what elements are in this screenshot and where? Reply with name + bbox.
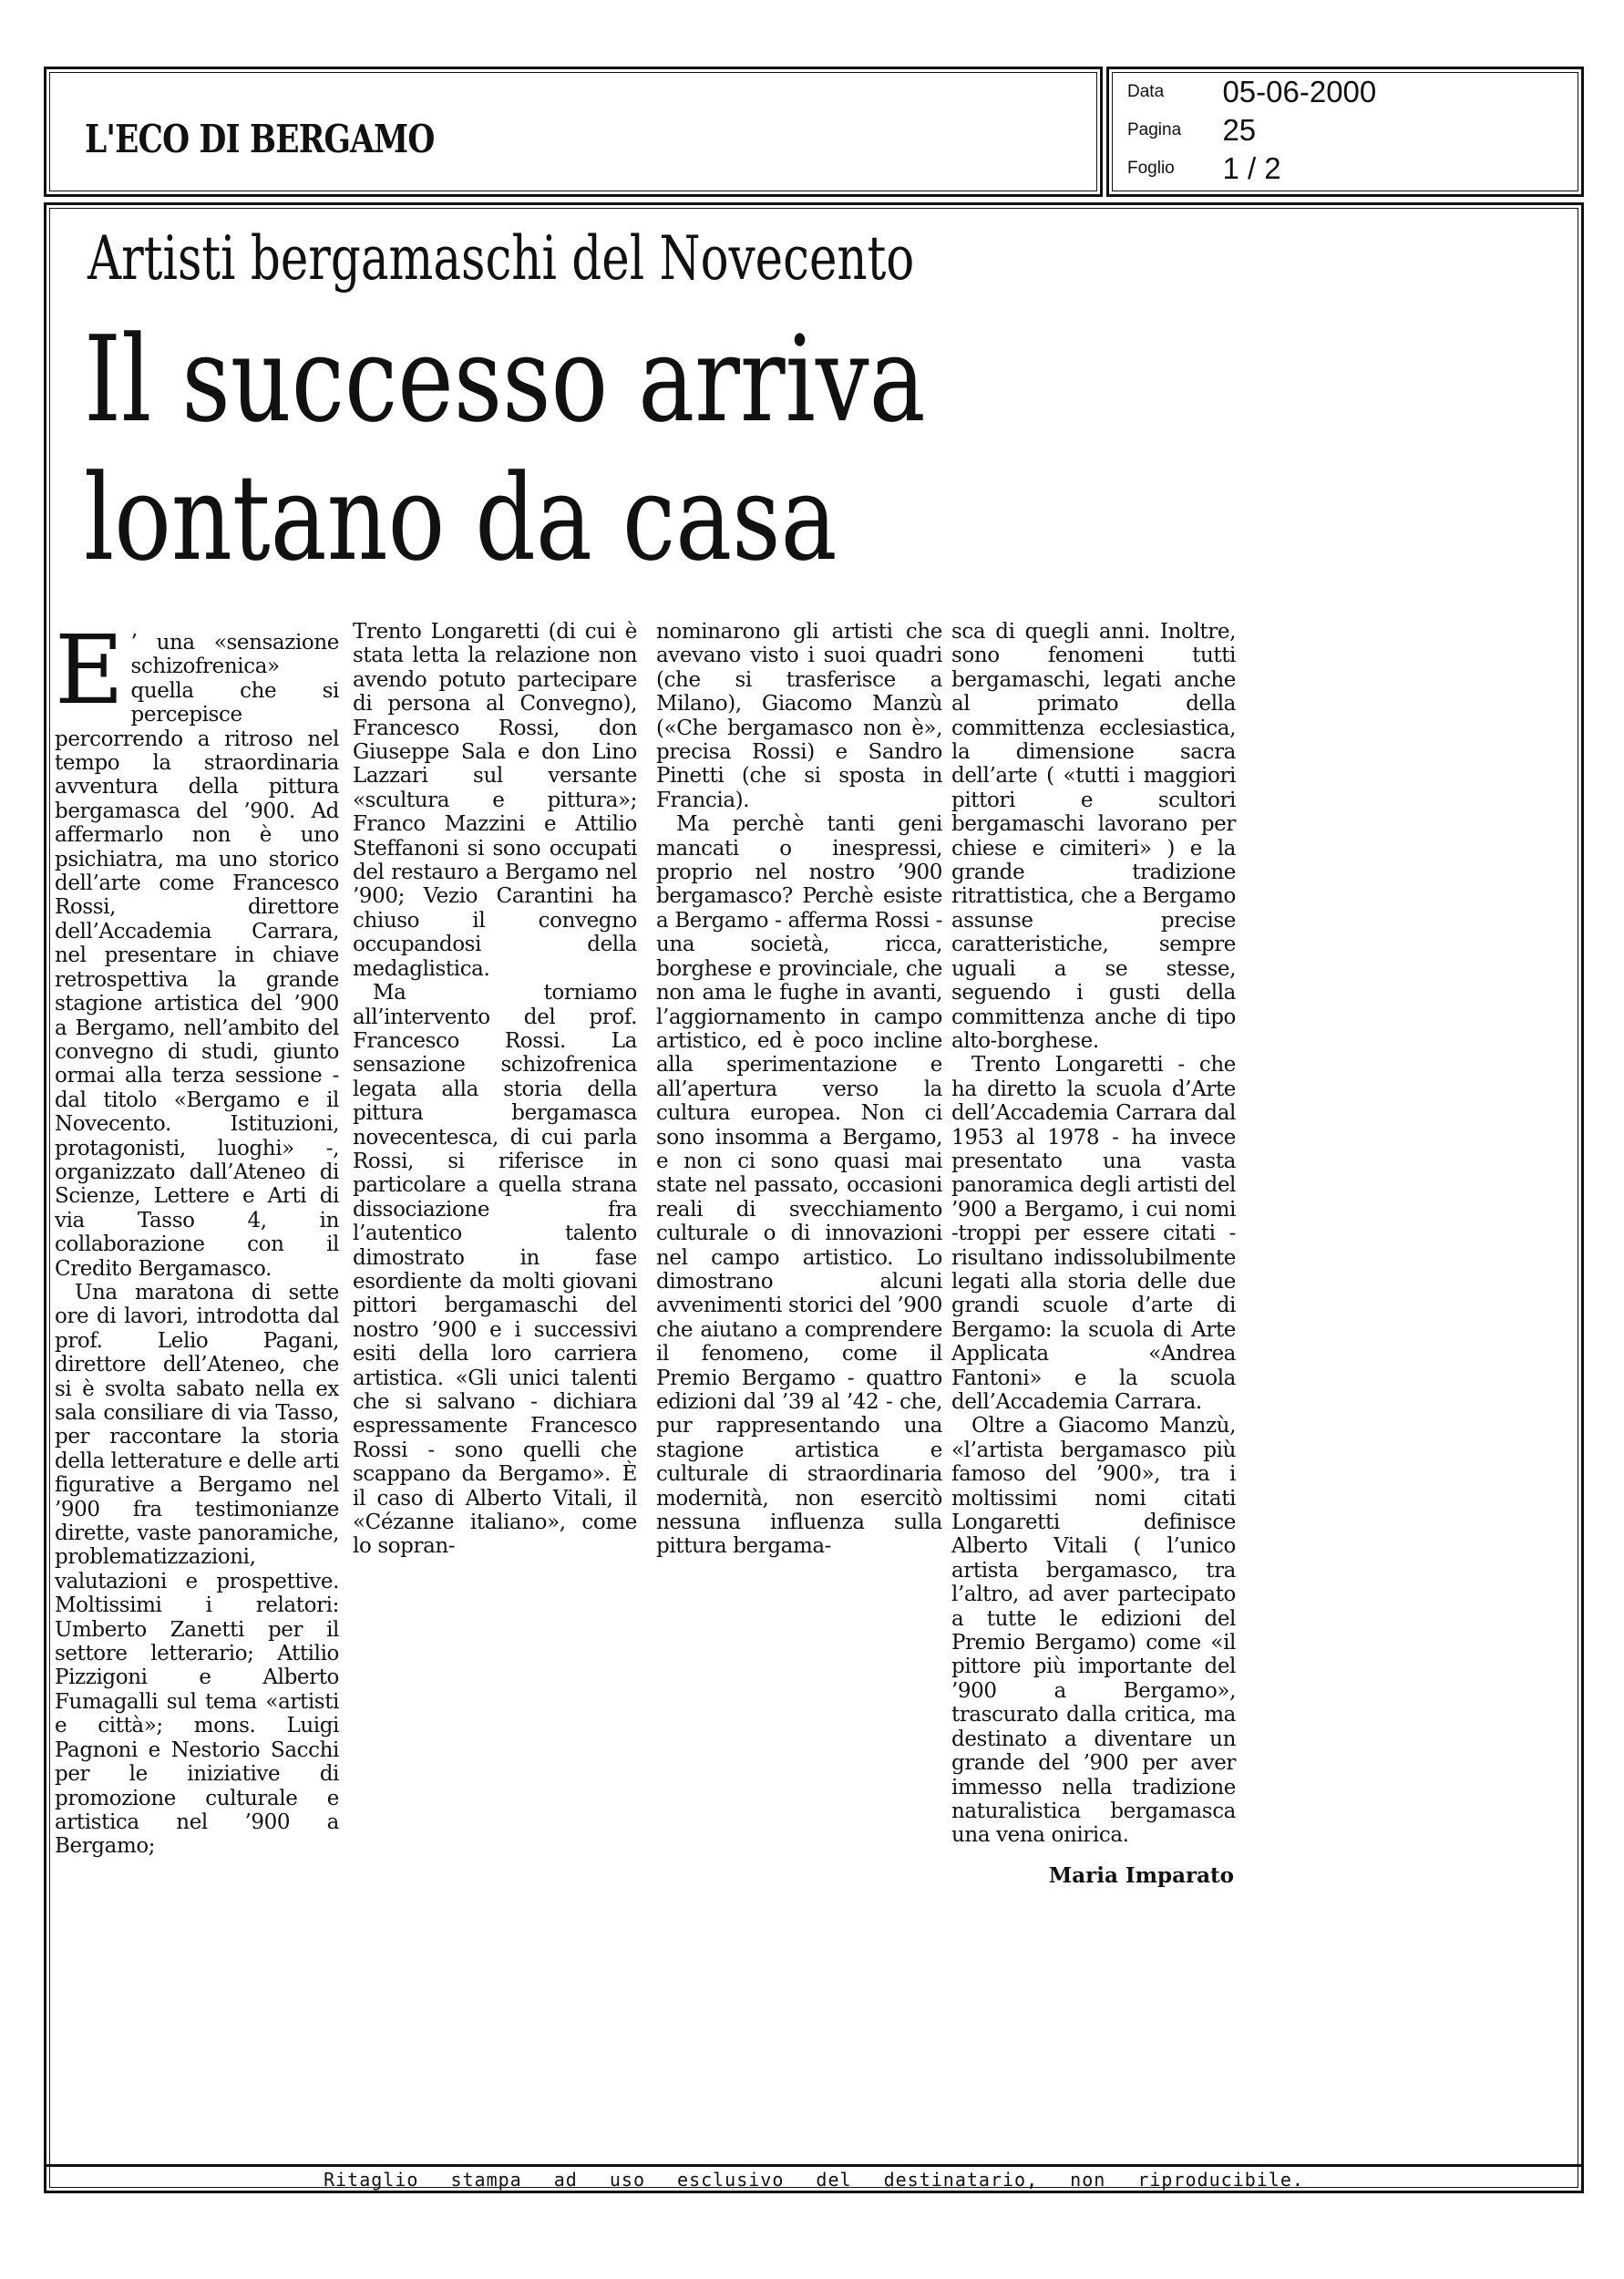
column-2-paragraph-2: Ma torniamo all’intervento del prof. Francesco Rossi. La sensazione schizofrenica legata alla storia della pittura bergamasca novecentesca, di cui parla Rossi, si riferisce in particolare a quella strana dissociazione fra l’autentico talento dimostrato in fase esordiente da molti giovani pittori bergamaschi del nostro ’900 e i successivi esiti della loro carriera artistica. «Gli unici talenti che si salvano - dichiara espressamente Francesco Rossi - sono quelli che scappano da Bergamo». È il caso di Alberto Vitali, il «Cézanne italiano», come lo sopran-: [353, 981, 637, 1559]
meta-sheet-row: [1127, 151, 1281, 186]
column-1-paragraph-2: Una maratona di sette ore di lavori, introdotta dal prof. Lelio Pagani, direttore dell’Ateneo, che si è svolta sabato nella ex sala consiliare di via Tasso, per raccontare la storia della letterature e delle arti figurative a Bergamo nel ’900 fra testimonianze dirette, vaste panoramiche, problematizzazioni, valutazioni e prospettive. Moltissimi i relatori: Umberto Zanetti per il settore letterario; Attilio Pizzigoni e Alberto Fumagalli sul tema «artisti e città»; mons. Luigi Pagnoni e Nestorio Sacchi per le iniziative di promozione culturale e artistica nel ’900 a Bergamo;: [55, 1280, 340, 1859]
headline-line-2: lontano da casa: [84, 449, 838, 587]
article-column-3: [656, 620, 942, 1559]
meta-sheet-value: 1 / 2: [1222, 151, 1281, 185]
column-4-paragraph-3: Oltre a Giacomo Manzù, «l’artista bergamasco più famoso del ’900», tra i moltissimi nomi citati Longaretti definisce Alberto Vitali ( l’unico artista bergamasco, tra l’altro, ad aver partecipato a tutte le edizioni del Premio Bergamo) come «il pittore più importante del ’900 a Bergamo», trascurato dalla critica, ma destinato a diventare un grande del ’900 per aver immesso nella tradizione naturalistica bergamasca una vena onirica.: [951, 1414, 1236, 1848]
meta-page-value: 25: [1222, 113, 1257, 147]
column-3-paragraph-2: Ma perchè tanti geni mancati o inespressi, proprio nel nostro ’900 bergamasco? Perchè esiste a Bergamo - afferma Rossi - una società, ricca, borghese e provinciale, che non ama le fughe in avanti, l’aggiornamento in campo artistico, ed è poco incline alla sperimentazione e all’apertura verso la cultura europea. Non ci sono insomma a Bergamo, e non ci sono quasi mai state nel passato, occasioni reali di svecchiamento culturale o di innovazioni nel campo artistico. Lo dimostrano alcuni avvenimenti storici del ’900 che aiutano a comprendere il fenomeno, come il Premio Bergamo - quattro edizioni dal ’39 al ’42 - che, pur rappresentando una stagione artistica e culturale di straordinaria modernità, non esercitò nessuna influenza sulla pittura bergama-: [656, 812, 942, 1559]
clipping-meta-box: [1106, 67, 1584, 197]
drop-cap: E: [55, 614, 124, 726]
article-kicker: Artisti bergamaschi del Novecento: [87, 223, 915, 294]
column-2-paragraph-1: Trento Longaretti (di cui è stata letta la relazione non avendo potuto partecipare di persona al Convegno), Francesco Rossi, don Giuseppe Sala e don Lino Lazzari sul versante «scultura e pittura»; Franco Mazzini e Attilio Steffanoni si sono occupati del restauro a Bergamo nel ’900; Vezio Carantini ha chiuso il convegno occupandosi della medaglistica.: [353, 620, 637, 981]
meta-page-label: Pagina: [1127, 120, 1182, 139]
masthead-box: [44, 67, 1103, 197]
meta-sheet-label: Foglio: [1127, 159, 1175, 178]
headline-line-1: Il successo arriva: [84, 310, 926, 449]
column-4-paragraph-2: Trento Longaretti - che ha diretto la scuola d’Arte dell’Accademia Carrara dal 1953 al 1978 - ha invece presentato una vasta panoramica degli artisti del ’900 a Bergamo, i cui nomi -troppi per essere citati - risultano indissolubilmente legati alla storia delle due grandi scuole d’arte di Bergamo: la scuola di Arte Applicata «Andrea Fantoni» e la scuola dell’Accademia Carrara.: [951, 1053, 1236, 1414]
column-1-paragraph-1: [55, 614, 339, 1281]
clipping-footer-notice: Ritaglio stampa ad uso esclusivo del destinatario, non riproducibile.: [44, 2164, 1584, 2193]
column-3-paragraph-1: nominarono gli artisti che avevano visto i suoi quadri (che si trasferisce a Milano), Giacomo Manzù («Che bergamasco non è», precisa Rossi) e Sandro Pinetti (che si sposta in Francia).: [656, 620, 942, 812]
article-headline: [84, 310, 926, 587]
column-1-paragraph-1-text: ’ una «sensazione schizofrenica» quella che si percepisce percorrendo a ritroso nel tempo la straordinaria avventura della pittura bergamasca del ’900. Ad affermarlo non è uno psichiatra, ma uno storico dell’arte come Francesco Rossi, direttore dell’Accademia Carrara, nel presentare in chiave retrospettiva la grande stagione artistica del ’900 a Bergamo, nell’ambito del convegno di studi, giunto ormai alla terza sessione - dal titolo «Bergamo e il Novecento. Istituzioni, protagonisti, luoghi» -, organizzato dall’Ateneo di Scienze, Lettere e Arti di via Tasso 4, in collaborazione con il Credito Bergamasco.: [55, 631, 339, 1281]
column-4-paragraph-1: sca di quegli anni. Inoltre, sono fenomeni tutti bergamaschi, legati anche al primato della committenza ecclesiastica, la dimensione sacra dell’arte ( «tutti i maggiori pittori e scultori bergamaschi lavorano per chiese e cimiteri» ) e la grande tradizione ritrattistica, che a Bergamo assunse precise caratteristiche, sempre uguali a se stesse, seguendo i gusti della committenza anche di tipo alto-borghese.: [951, 620, 1236, 1053]
article-column-4: [951, 620, 1236, 1848]
article-byline: Maria Imparato: [1048, 1863, 1234, 1888]
newspaper-masthead: L'ECO DI BERGAMO: [85, 117, 435, 161]
article-column-2: [353, 620, 637, 1559]
meta-page-row: [1127, 113, 1256, 148]
meta-date-row: [1127, 75, 1376, 109]
meta-date-value: 05-06-2000: [1222, 75, 1377, 108]
article-column-1: [55, 614, 340, 1859]
meta-date-label: Data: [1127, 82, 1165, 101]
